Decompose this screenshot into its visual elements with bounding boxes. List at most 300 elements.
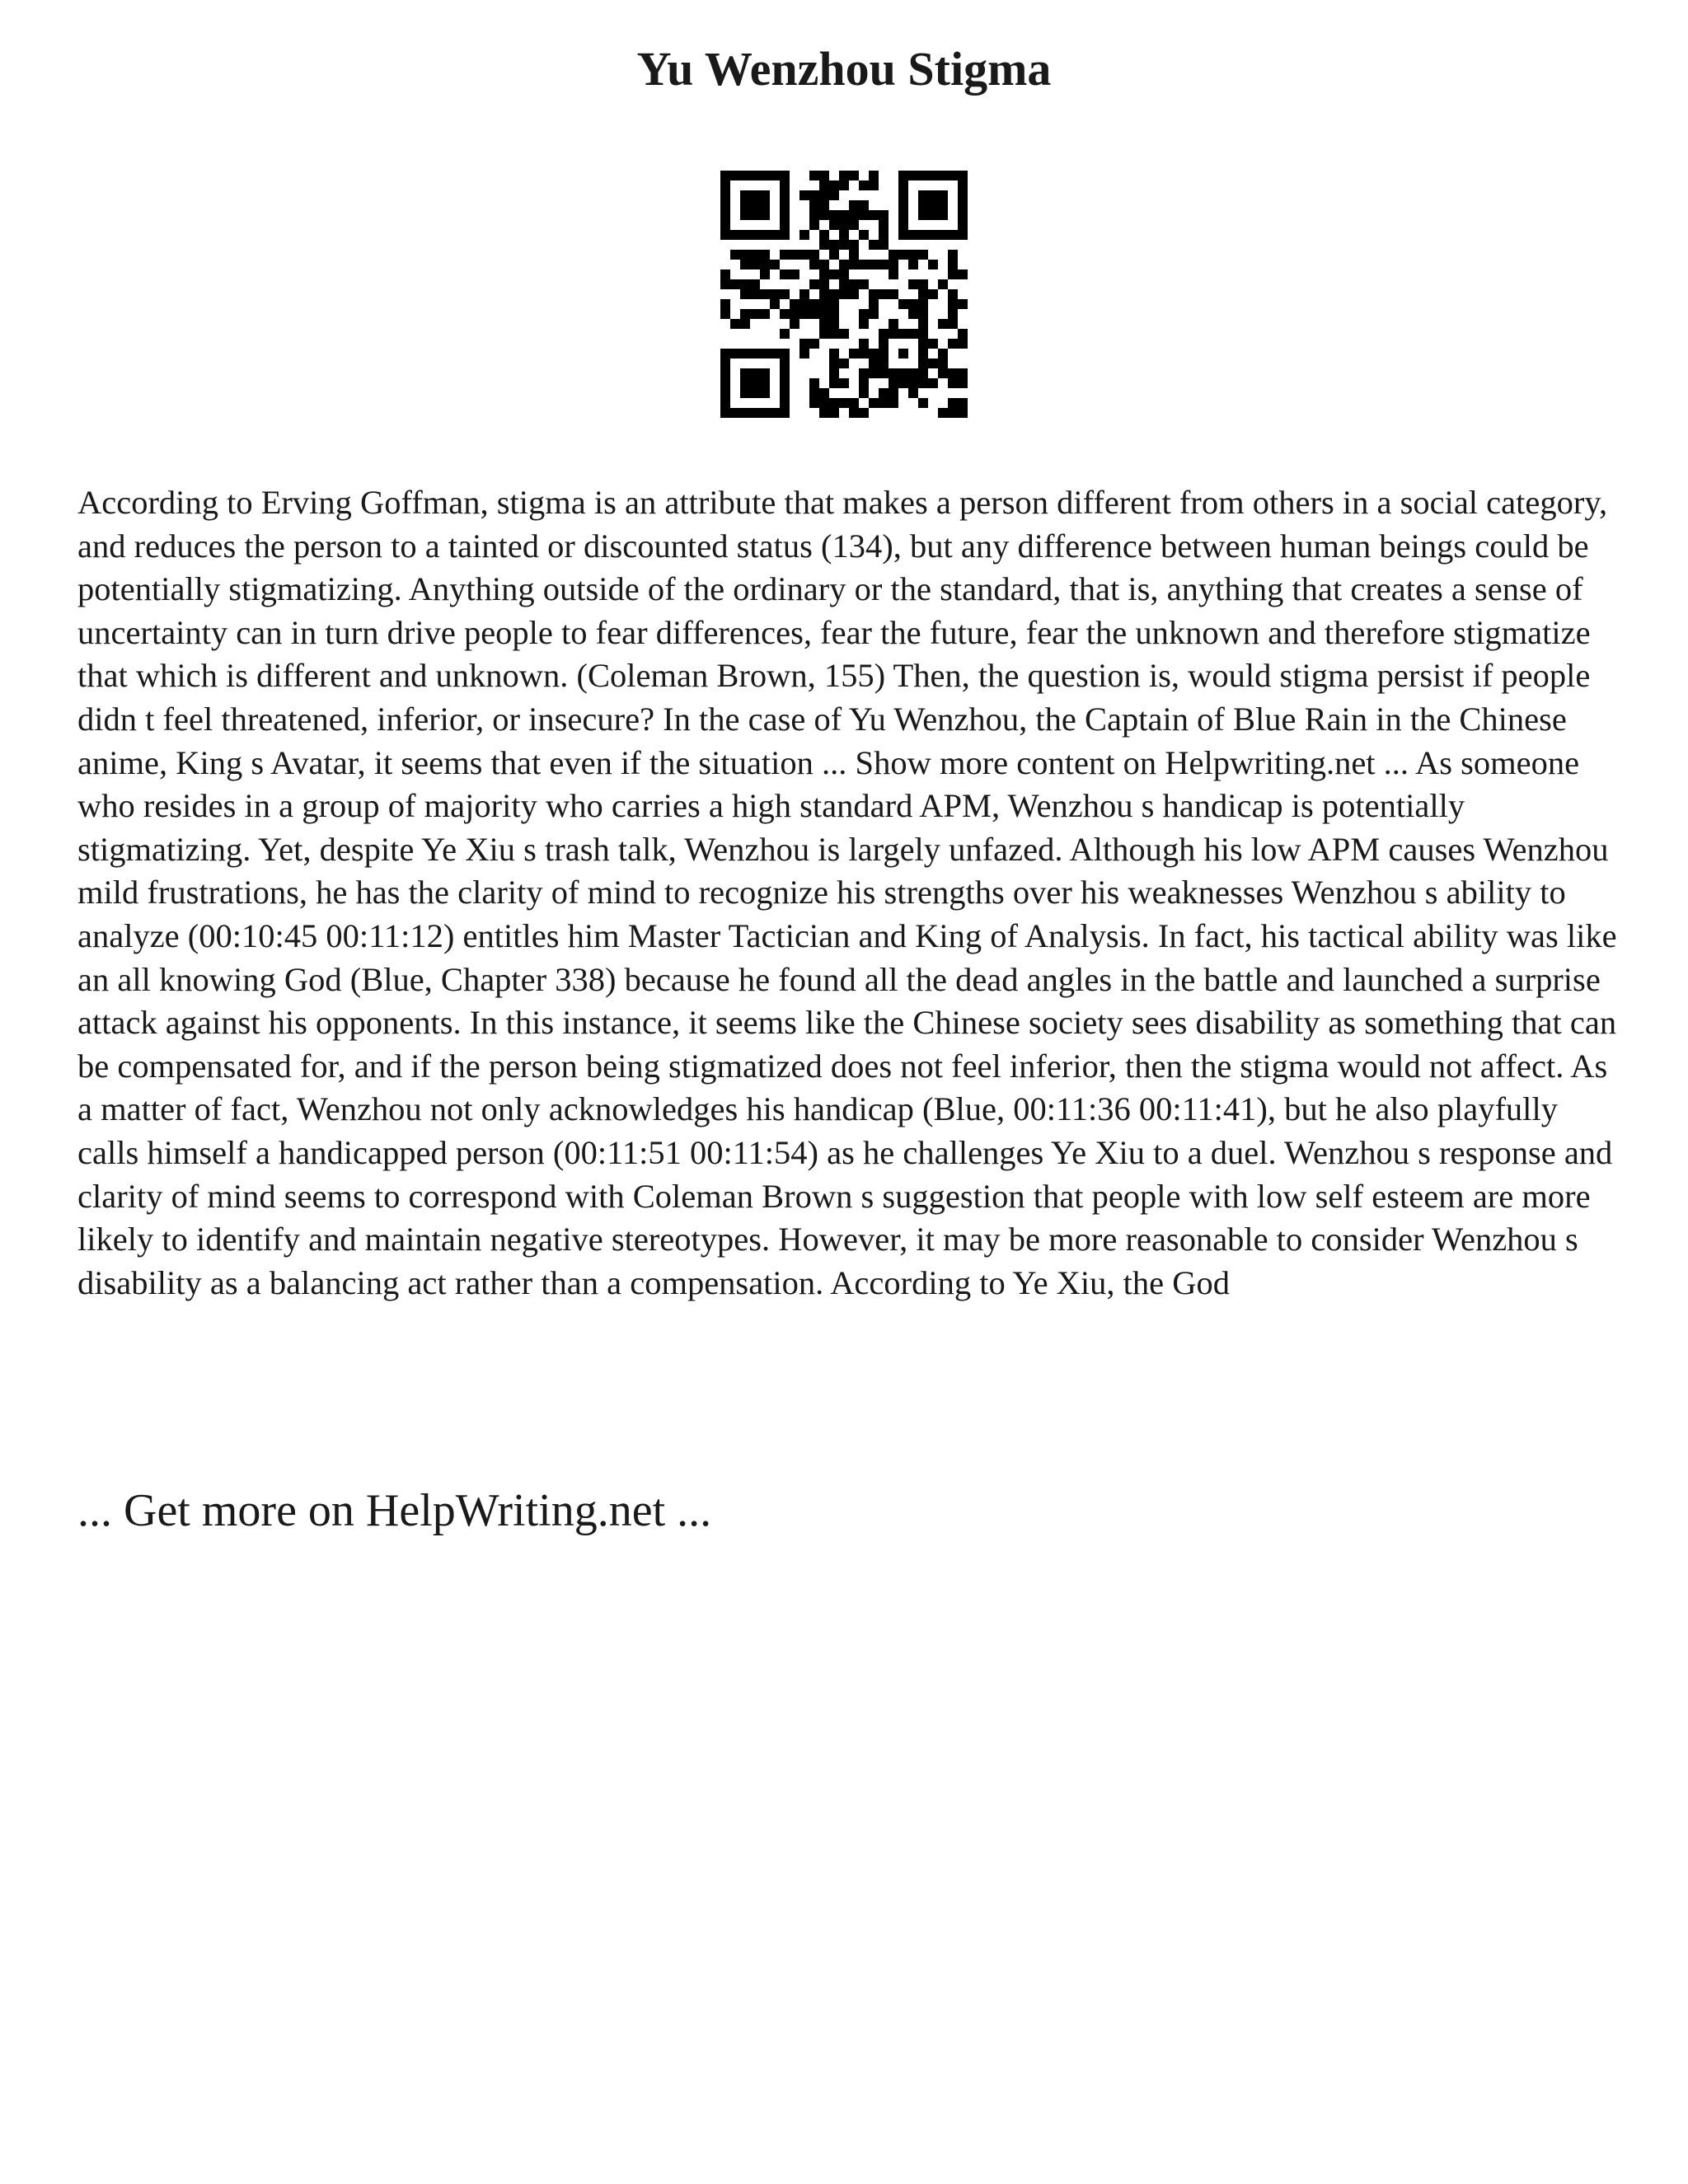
body-paragraph: According to Erving Goffman, stigma is an attribute that makes a person different from others in a social category, and reduces the person to a tainted or discounted status (134), but any difference between human beings could be potentially stigmatizing. Anything outside of the ordinary or the standard, that is, anything that creates a sense of uncertainty can in turn drive people to fear differences, fear the future, fear the unknown and therefore stigmatize that which is different and unknown. (Coleman Brown, 155) Then, the question is, would stigma persist if people didn t feel threatened, inferior, or insecure? In the case of Yu Wenzhou, the Captain of Blue Rain in the Chinese anime, King s Avatar, it seems that even if the situation ... Show more content on Helpwriting.net ... As someone who resides in a group of majority who carries a high standard APM, Wenzhou s handicap is potentially stigmatizing. Yet, despite Ye Xiu s trash talk, Wenzhou is largely unfazed. Although his low APM causes Wenzhou mild frustrations, he has the clarity of mind to recognize his strengths over his weaknesses Wenzhou s ability to analyze (00:10:45 00:11:12) entitles him Master Tactician and King of Analysis. In fact, his tactical ability was like an all knowing God (Blue, Chapter 338) because he found all the dead angles in the battle and launched a surprise attack against his opponents. In this instance, it seems like the Chinese society sees disability as something that can be compensated for, and if the person being stigmatized does not feel inferior, then the stigma would not affect. As a matter of fact, Wenzhou not only acknowledges his handicap (Blue, 00:11:36 00:11:41), but he also playfully calls himself a handicapped person (00:11:51 00:11:54) as he challenges Ye Xiu to a duel. Wenzhou s response and clarity of mind seems to correspond with Coleman Brown s suggestion that people with low self esteem are more likely to identify and maintain negative stereotypes. However, it may be more reasonable to consider Wenzhou s disability as a balancing act rather than a compensation. According to Ye Xiu, the God — [77, 484, 1617, 1301]
qr-module — [829, 180, 839, 190]
qr-module — [918, 339, 928, 349]
qr-module — [948, 398, 958, 408]
qr-module — [740, 309, 750, 319]
qr-module — [928, 190, 938, 200]
qr-module — [750, 260, 760, 269]
qr-module — [849, 250, 859, 260]
qr-module — [720, 220, 730, 230]
qr-module — [720, 230, 730, 240]
qr-module — [780, 250, 790, 260]
qr-module — [819, 289, 829, 299]
qr-module — [720, 398, 730, 408]
qr-module — [819, 200, 829, 210]
qr-module — [720, 180, 730, 190]
qr-module — [918, 279, 928, 289]
qr-module — [829, 250, 839, 260]
qr-module — [790, 319, 799, 329]
qr-module — [809, 210, 819, 220]
qr-module — [928, 171, 938, 180]
qr-module — [879, 339, 889, 349]
qr-module — [908, 299, 918, 309]
qr-module — [879, 329, 889, 339]
qr-module — [720, 299, 730, 309]
qr-module — [720, 190, 730, 200]
qr-module — [918, 299, 928, 309]
qr-module — [948, 378, 958, 388]
qr-module — [898, 180, 908, 190]
qr-module — [859, 180, 869, 190]
qr-code-icon — [720, 171, 968, 418]
qr-module — [720, 171, 730, 180]
qr-module — [889, 319, 898, 329]
qr-module — [958, 269, 968, 279]
qr-module — [829, 408, 839, 418]
qr-module — [750, 200, 760, 210]
qr-module — [799, 250, 809, 260]
qr-module — [799, 309, 809, 319]
qr-module — [809, 388, 819, 398]
qr-module — [958, 329, 968, 339]
qr-module — [809, 171, 819, 180]
qr-module — [760, 368, 770, 378]
qr-module — [740, 289, 750, 299]
qr-module — [908, 329, 918, 339]
qr-module — [908, 250, 918, 260]
qr-module — [928, 230, 938, 240]
qr-module — [819, 329, 829, 339]
qr-module — [750, 408, 760, 418]
qr-module — [948, 368, 958, 378]
qr-module — [740, 190, 750, 200]
qr-module — [819, 269, 829, 279]
qr-module — [958, 200, 968, 210]
qr-module — [770, 171, 780, 180]
qr-module — [760, 190, 770, 200]
qr-module — [819, 408, 829, 418]
qr-module — [829, 349, 839, 359]
qr-module — [918, 230, 928, 240]
qr-module — [829, 368, 839, 378]
qr-module — [948, 289, 958, 299]
qr-module — [918, 190, 928, 200]
qr-module — [839, 359, 849, 368]
qr-module — [948, 230, 958, 240]
qr-module — [958, 408, 968, 418]
qr-module — [889, 329, 898, 339]
qr-module — [780, 398, 790, 408]
qr-module — [849, 349, 859, 359]
qr-module — [780, 368, 790, 378]
qr-module — [829, 269, 839, 279]
qr-module — [780, 388, 790, 398]
qr-module — [720, 309, 730, 319]
qr-module — [839, 378, 849, 388]
qr-module — [829, 378, 839, 388]
qr-module — [879, 388, 889, 398]
qr-module — [869, 368, 879, 378]
qr-module — [948, 339, 958, 349]
qr-module — [938, 279, 948, 289]
qr-module — [829, 319, 839, 329]
qr-module — [928, 339, 938, 349]
qr-module — [720, 359, 730, 368]
qr-module — [859, 349, 869, 359]
qr-module — [918, 289, 928, 299]
qr-module — [898, 171, 908, 180]
qr-module — [918, 171, 928, 180]
qr-module — [928, 359, 938, 368]
qr-module — [819, 210, 829, 220]
qr-code-graphic — [720, 171, 968, 418]
qr-module — [849, 210, 859, 220]
qr-module — [958, 299, 968, 309]
qr-module — [938, 230, 948, 240]
qr-module — [889, 388, 898, 398]
qr-module — [819, 319, 829, 329]
qr-module — [948, 319, 958, 329]
qr-module — [948, 299, 958, 309]
page-title: Yu Wenzhou Stigma — [636, 42, 1052, 96]
qr-module — [720, 210, 730, 220]
qr-module — [780, 269, 790, 279]
qr-module — [809, 339, 819, 349]
qr-module — [908, 309, 918, 319]
qr-module — [938, 359, 948, 368]
qr-module — [740, 408, 750, 418]
qr-module — [780, 171, 790, 180]
qr-module — [799, 339, 809, 349]
qr-module — [869, 309, 879, 319]
qr-module — [839, 171, 849, 180]
qr-module — [958, 190, 968, 200]
qr-module — [879, 349, 889, 359]
qr-module — [938, 171, 948, 180]
qr-module — [849, 289, 859, 299]
qr-module — [799, 349, 809, 359]
qr-module — [938, 408, 948, 418]
qr-module — [750, 368, 760, 378]
qr-module — [918, 398, 928, 408]
qr-module — [958, 339, 968, 349]
qr-module — [750, 190, 760, 200]
qr-module — [720, 368, 730, 378]
qr-module — [918, 319, 928, 329]
qr-module — [799, 230, 809, 240]
qr-module — [938, 210, 948, 220]
qr-module — [780, 200, 790, 210]
qr-module — [839, 180, 849, 190]
qr-module — [760, 269, 770, 279]
qr-module — [809, 260, 819, 269]
qr-module — [859, 339, 869, 349]
qr-module — [780, 289, 790, 299]
qr-module — [760, 378, 770, 388]
qr-module — [809, 190, 819, 200]
qr-module — [720, 408, 730, 418]
qr-module — [720, 279, 730, 289]
qr-module — [819, 279, 829, 289]
qr-module — [720, 378, 730, 388]
qr-module — [750, 279, 760, 289]
qr-module — [869, 349, 879, 359]
qr-module — [898, 230, 908, 240]
qr-module — [799, 190, 809, 200]
qr-module — [819, 230, 829, 240]
qr-module — [760, 230, 770, 240]
qr-module — [839, 210, 849, 220]
qr-module — [898, 329, 908, 339]
qr-module — [869, 180, 879, 190]
qr-module — [898, 200, 908, 210]
qr-module — [889, 250, 898, 260]
qr-module — [799, 289, 809, 299]
qr-module — [760, 408, 770, 418]
qr-module — [819, 299, 829, 309]
qr-module — [829, 220, 839, 230]
qr-module — [780, 210, 790, 220]
qr-module — [780, 349, 790, 359]
qr-module — [819, 260, 829, 269]
qr-module — [829, 359, 839, 368]
qr-module — [889, 260, 898, 269]
qr-module — [829, 190, 839, 200]
qr-module — [879, 359, 889, 368]
qr-module — [819, 171, 829, 180]
qr-module — [928, 200, 938, 210]
qr-module — [839, 269, 849, 279]
qr-module — [958, 368, 968, 378]
qr-module — [869, 171, 879, 180]
qr-module — [938, 368, 948, 378]
qr-module — [958, 398, 968, 408]
qr-module — [908, 388, 918, 398]
qr-module — [730, 319, 740, 329]
qr-module — [809, 299, 819, 309]
qr-module — [839, 260, 849, 269]
qr-module — [750, 289, 760, 299]
qr-module — [839, 220, 849, 230]
qr-module — [938, 349, 948, 359]
qr-module — [849, 260, 859, 269]
qr-module — [938, 200, 948, 210]
qr-module — [760, 171, 770, 180]
qr-module — [829, 240, 839, 250]
qr-module — [948, 269, 958, 279]
qr-module — [760, 309, 770, 319]
qr-module — [740, 378, 750, 388]
qr-module — [938, 319, 948, 329]
qr-module — [918, 210, 928, 220]
qr-module — [898, 220, 908, 230]
qr-module — [869, 260, 879, 269]
qr-module — [819, 309, 829, 319]
qr-module — [839, 329, 849, 339]
qr-module — [859, 408, 869, 418]
qr-module — [859, 210, 869, 220]
qr-module — [730, 279, 740, 289]
qr-module — [819, 190, 829, 200]
qr-module — [948, 171, 958, 180]
qr-module — [889, 269, 898, 279]
qr-module — [908, 230, 918, 240]
qr-module — [879, 368, 889, 378]
qr-module — [839, 230, 849, 240]
qr-module — [849, 220, 859, 230]
qr-module — [790, 269, 799, 279]
qr-module — [918, 349, 928, 359]
qr-module — [869, 210, 879, 220]
qr-module — [958, 171, 968, 180]
qr-module — [790, 309, 799, 319]
qr-module — [730, 171, 740, 180]
qr-module — [829, 210, 839, 220]
qr-module — [849, 408, 859, 418]
qr-module — [750, 378, 760, 388]
qr-module — [849, 279, 859, 289]
qr-module — [809, 378, 819, 388]
qr-module — [740, 388, 750, 398]
qr-module — [740, 200, 750, 210]
qr-module — [859, 200, 869, 210]
qr-module — [750, 230, 760, 240]
qr-module — [829, 398, 839, 408]
qr-module — [780, 408, 790, 418]
qr-module — [849, 398, 859, 408]
qr-module — [740, 230, 750, 240]
qr-module — [948, 408, 958, 418]
qr-module — [859, 230, 869, 240]
get-more-link[interactable]: ... Get more on HelpWriting.net ... — [77, 1485, 712, 1536]
qr-module — [859, 279, 869, 289]
qr-module — [889, 398, 898, 408]
qr-module — [948, 260, 958, 269]
qr-module — [760, 388, 770, 398]
qr-module — [829, 329, 839, 339]
qr-module — [918, 250, 928, 260]
qr-module — [869, 299, 879, 309]
qr-module — [819, 398, 829, 408]
qr-module — [898, 190, 908, 200]
qr-module — [740, 319, 750, 329]
qr-module — [760, 349, 770, 359]
qr-module — [819, 388, 829, 398]
qr-module — [780, 359, 790, 368]
qr-module — [908, 279, 918, 289]
qr-module — [958, 230, 968, 240]
qr-module — [730, 408, 740, 418]
qr-module — [918, 200, 928, 210]
qr-module — [879, 230, 889, 240]
qr-module — [790, 299, 799, 309]
qr-module — [958, 378, 968, 388]
qr-module — [780, 378, 790, 388]
qr-module — [750, 309, 760, 319]
qr-module — [740, 260, 750, 269]
qr-module — [799, 299, 809, 309]
qr-module — [780, 230, 790, 240]
qr-module — [859, 378, 869, 388]
qr-module — [740, 250, 750, 260]
qr-module — [948, 309, 958, 319]
qr-module — [918, 329, 928, 339]
qr-module — [720, 200, 730, 210]
qr-module — [809, 220, 819, 230]
qr-module — [760, 250, 770, 260]
qr-module — [750, 388, 760, 398]
qr-module — [829, 289, 839, 299]
qr-module — [770, 349, 780, 359]
qr-module — [879, 210, 889, 220]
qr-module — [770, 408, 780, 418]
qr-module — [849, 171, 859, 180]
qr-module — [918, 309, 928, 319]
qr-module — [730, 349, 740, 359]
qr-module — [898, 299, 908, 309]
qr-module — [908, 260, 918, 269]
qr-module — [928, 378, 938, 388]
qr-module — [750, 210, 760, 220]
qr-module — [740, 279, 750, 289]
qr-module — [780, 180, 790, 190]
qr-module — [918, 368, 928, 378]
qr-module — [819, 240, 829, 250]
qr-module — [809, 279, 819, 289]
qr-module — [889, 378, 898, 388]
qr-module — [879, 289, 889, 299]
qr-module — [948, 250, 958, 260]
qr-module — [869, 289, 879, 299]
qr-module — [839, 279, 849, 289]
qr-module — [829, 309, 839, 319]
qr-module — [770, 260, 780, 269]
qr-module — [819, 180, 829, 190]
qr-module — [849, 240, 859, 250]
qr-module — [730, 230, 740, 240]
qr-module — [859, 388, 869, 398]
qr-module — [879, 220, 889, 230]
qr-module — [918, 359, 928, 368]
qr-module — [760, 210, 770, 220]
qr-module — [928, 260, 938, 269]
qr-module — [898, 378, 908, 388]
qr-module — [780, 329, 790, 339]
qr-module — [869, 240, 879, 250]
qr-module — [720, 269, 730, 279]
qr-module — [760, 260, 770, 269]
qr-module — [770, 299, 780, 309]
qr-module — [859, 368, 869, 378]
qr-module — [908, 368, 918, 378]
qr-module — [928, 210, 938, 220]
qr-module — [879, 240, 889, 250]
qr-module — [720, 349, 730, 359]
qr-module — [958, 220, 968, 230]
qr-module — [898, 250, 908, 260]
qr-module — [889, 368, 898, 378]
qr-module — [889, 289, 898, 299]
qr-module — [839, 289, 849, 299]
qr-module — [730, 250, 740, 260]
qr-module — [780, 190, 790, 200]
qr-module — [760, 200, 770, 210]
qr-module — [879, 398, 889, 408]
qr-module — [958, 210, 968, 220]
qr-module — [859, 260, 869, 269]
qr-module — [849, 200, 859, 210]
qr-module — [869, 398, 879, 408]
qr-module — [760, 289, 770, 299]
qr-module — [938, 190, 948, 200]
